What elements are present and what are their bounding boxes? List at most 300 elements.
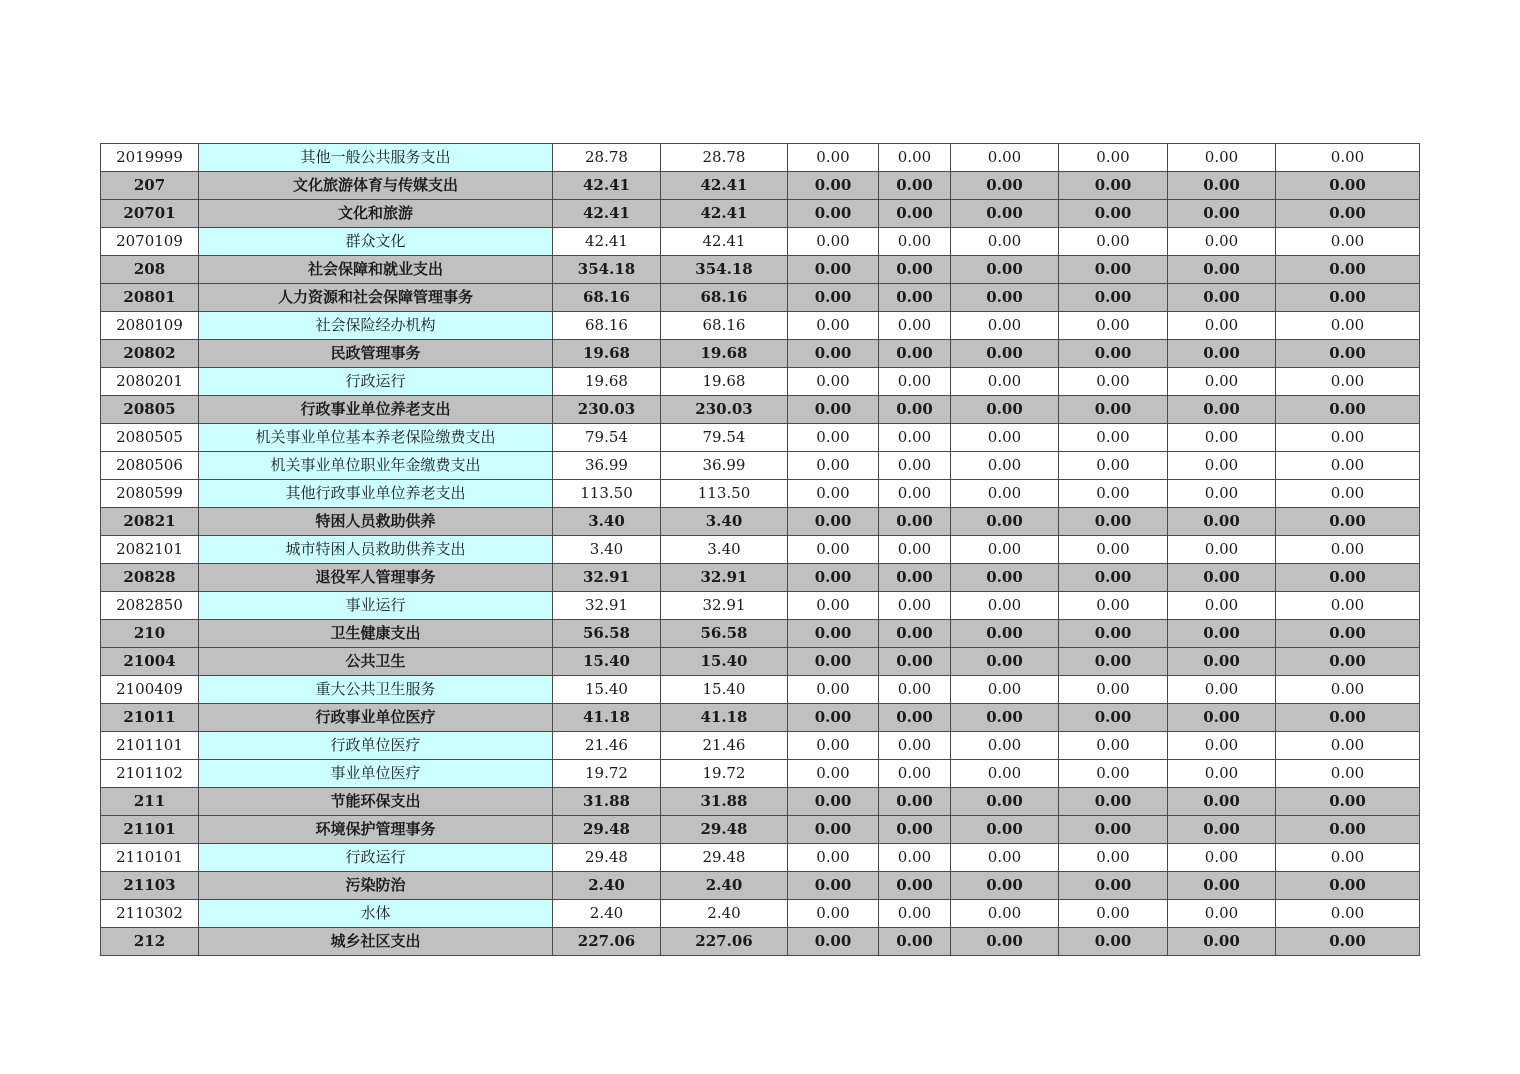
amount-cell: 0.00 — [1276, 592, 1420, 620]
amount-cell: 36.99 — [553, 452, 661, 480]
amount-cell: 56.58 — [553, 620, 661, 648]
amount-cell: 0.00 — [951, 788, 1059, 816]
amount-cell: 0.00 — [951, 704, 1059, 732]
amount-cell: 0.00 — [951, 648, 1059, 676]
amount-cell: 0.00 — [879, 732, 951, 760]
amount-cell: 0.00 — [788, 564, 879, 592]
subject-code-cell: 2080109 — [101, 312, 199, 340]
amount-cell: 68.16 — [553, 312, 661, 340]
amount-cell: 0.00 — [951, 452, 1059, 480]
amount-cell: 3.40 — [553, 508, 661, 536]
amount-cell: 0.00 — [879, 228, 951, 256]
subject-code-cell: 21011 — [101, 704, 199, 732]
amount-cell: 0.00 — [1059, 284, 1168, 312]
table-row — [101, 676, 1420, 704]
amount-cell: 21.46 — [553, 732, 661, 760]
amount-cell: 0.00 — [788, 340, 879, 368]
amount-cell: 0.00 — [788, 816, 879, 844]
amount-cell: 0.00 — [1276, 564, 1420, 592]
amount-cell: 0.00 — [1059, 228, 1168, 256]
amount-cell: 42.41 — [553, 228, 661, 256]
amount-cell: 0.00 — [1276, 872, 1420, 900]
amount-cell: 354.18 — [661, 256, 788, 284]
amount-cell: 0.00 — [1168, 368, 1276, 396]
amount-cell: 0.00 — [1168, 396, 1276, 424]
amount-cell: 230.03 — [661, 396, 788, 424]
amount-cell: 0.00 — [879, 200, 951, 228]
amount-cell: 0.00 — [879, 256, 951, 284]
subject-code-cell: 2019999 — [101, 144, 199, 172]
amount-cell: 0.00 — [879, 900, 951, 928]
subject-code-cell: 2101102 — [101, 760, 199, 788]
amount-cell: 0.00 — [1059, 256, 1168, 284]
amount-cell: 0.00 — [879, 452, 951, 480]
amount-cell: 0.00 — [1168, 144, 1276, 172]
amount-cell: 0.00 — [788, 172, 879, 200]
amount-cell: 31.88 — [661, 788, 788, 816]
amount-cell: 0.00 — [951, 508, 1059, 536]
table-row — [101, 536, 1420, 564]
subject-name-cell: 行政运行 — [199, 368, 553, 396]
subject-name-cell: 特困人员救助供养 — [199, 508, 553, 536]
table-row — [101, 788, 1420, 816]
table-row — [101, 340, 1420, 368]
amount-cell: 0.00 — [951, 172, 1059, 200]
amount-cell: 0.00 — [1059, 340, 1168, 368]
amount-cell: 68.16 — [553, 284, 661, 312]
amount-cell: 0.00 — [1059, 424, 1168, 452]
amount-cell: 0.00 — [879, 536, 951, 564]
subject-code-cell: 211 — [101, 788, 199, 816]
subject-code-cell: 20701 — [101, 200, 199, 228]
amount-cell: 0.00 — [879, 508, 951, 536]
amount-cell: 0.00 — [788, 844, 879, 872]
amount-cell: 41.18 — [553, 704, 661, 732]
amount-cell: 0.00 — [788, 536, 879, 564]
subject-code-cell: 2082101 — [101, 536, 199, 564]
amount-cell: 0.00 — [1168, 648, 1276, 676]
subject-code-cell: 2080505 — [101, 424, 199, 452]
amount-cell: 0.00 — [1168, 228, 1276, 256]
amount-cell: 0.00 — [879, 284, 951, 312]
amount-cell: 0.00 — [1168, 312, 1276, 340]
amount-cell: 0.00 — [788, 144, 879, 172]
amount-cell: 0.00 — [1168, 256, 1276, 284]
amount-cell: 0.00 — [1276, 396, 1420, 424]
amount-cell: 0.00 — [1168, 900, 1276, 928]
amount-cell: 0.00 — [1276, 172, 1420, 200]
amount-cell: 0.00 — [1276, 144, 1420, 172]
subject-name-cell: 污染防治 — [199, 872, 553, 900]
amount-cell: 3.40 — [553, 536, 661, 564]
table-row — [101, 480, 1420, 508]
subject-code-cell: 20801 — [101, 284, 199, 312]
subject-code-cell: 2080201 — [101, 368, 199, 396]
amount-cell: 0.00 — [1276, 200, 1420, 228]
amount-cell: 0.00 — [951, 872, 1059, 900]
subject-name-cell: 人力资源和社会保障管理事务 — [199, 284, 553, 312]
amount-cell: 68.16 — [661, 284, 788, 312]
amount-cell: 0.00 — [788, 760, 879, 788]
subject-code-cell: 2080599 — [101, 480, 199, 508]
amount-cell: 0.00 — [1059, 620, 1168, 648]
amount-cell: 0.00 — [1059, 816, 1168, 844]
amount-cell: 79.54 — [553, 424, 661, 452]
amount-cell: 0.00 — [951, 760, 1059, 788]
amount-cell: 0.00 — [1059, 928, 1168, 956]
amount-cell: 0.00 — [1276, 704, 1420, 732]
amount-cell: 0.00 — [1276, 788, 1420, 816]
amount-cell: 0.00 — [951, 144, 1059, 172]
amount-cell: 0.00 — [951, 928, 1059, 956]
amount-cell: 19.68 — [553, 368, 661, 396]
amount-cell: 0.00 — [1059, 312, 1168, 340]
amount-cell: 42.41 — [661, 172, 788, 200]
table-row — [101, 900, 1420, 928]
amount-cell: 0.00 — [1276, 900, 1420, 928]
amount-cell: 0.00 — [788, 480, 879, 508]
amount-cell: 0.00 — [788, 620, 879, 648]
amount-cell: 0.00 — [1059, 648, 1168, 676]
amount-cell: 3.40 — [661, 508, 788, 536]
amount-cell: 0.00 — [879, 564, 951, 592]
subject-code-cell: 2101101 — [101, 732, 199, 760]
amount-cell: 0.00 — [788, 508, 879, 536]
subject-name-cell: 城市特困人员救助供养支出 — [199, 536, 553, 564]
amount-cell: 0.00 — [951, 312, 1059, 340]
subject-code-cell: 210 — [101, 620, 199, 648]
subject-code-cell: 21101 — [101, 816, 199, 844]
subject-name-cell: 社会保障和就业支出 — [199, 256, 553, 284]
amount-cell: 0.00 — [951, 424, 1059, 452]
amount-cell: 0.00 — [879, 144, 951, 172]
amount-cell: 0.00 — [1059, 368, 1168, 396]
amount-cell: 3.40 — [661, 536, 788, 564]
table-row — [101, 564, 1420, 592]
amount-cell: 0.00 — [951, 900, 1059, 928]
amount-cell: 0.00 — [879, 648, 951, 676]
subject-code-cell: 21103 — [101, 872, 199, 900]
amount-cell: 0.00 — [1059, 592, 1168, 620]
subject-name-cell: 机关事业单位职业年金缴费支出 — [199, 452, 553, 480]
amount-cell: 0.00 — [951, 620, 1059, 648]
amount-cell: 0.00 — [1059, 844, 1168, 872]
table-row — [101, 704, 1420, 732]
amount-cell: 0.00 — [951, 676, 1059, 704]
table-row — [101, 872, 1420, 900]
subject-code-cell: 21004 — [101, 648, 199, 676]
amount-cell: 0.00 — [951, 480, 1059, 508]
amount-cell: 29.48 — [661, 844, 788, 872]
table-row — [101, 452, 1420, 480]
subject-name-cell: 行政运行 — [199, 844, 553, 872]
amount-cell: 0.00 — [879, 760, 951, 788]
amount-cell: 0.00 — [1276, 620, 1420, 648]
amount-cell: 0.00 — [1059, 480, 1168, 508]
amount-cell: 0.00 — [1168, 872, 1276, 900]
amount-cell: 0.00 — [1168, 676, 1276, 704]
amount-cell: 0.00 — [879, 872, 951, 900]
subject-name-cell: 事业单位医疗 — [199, 760, 553, 788]
amount-cell: 0.00 — [951, 340, 1059, 368]
amount-cell: 0.00 — [1276, 648, 1420, 676]
amount-cell: 19.68 — [661, 368, 788, 396]
amount-cell: 0.00 — [879, 844, 951, 872]
amount-cell: 0.00 — [951, 284, 1059, 312]
amount-cell: 0.00 — [1276, 536, 1420, 564]
amount-cell: 0.00 — [879, 312, 951, 340]
amount-cell: 0.00 — [1168, 732, 1276, 760]
amount-cell: 79.54 — [661, 424, 788, 452]
amount-cell: 0.00 — [951, 536, 1059, 564]
amount-cell: 0.00 — [1059, 452, 1168, 480]
amount-cell: 0.00 — [788, 928, 879, 956]
amount-cell: 32.91 — [661, 564, 788, 592]
amount-cell: 0.00 — [788, 368, 879, 396]
amount-cell: 42.41 — [553, 200, 661, 228]
amount-cell: 230.03 — [553, 396, 661, 424]
amount-cell: 0.00 — [788, 732, 879, 760]
subject-name-cell: 环境保护管理事务 — [199, 816, 553, 844]
amount-cell: 0.00 — [951, 396, 1059, 424]
amount-cell: 0.00 — [1168, 928, 1276, 956]
amount-cell: 0.00 — [1276, 452, 1420, 480]
amount-cell: 0.00 — [1059, 872, 1168, 900]
subject-name-cell: 重大公共卫生服务 — [199, 676, 553, 704]
amount-cell: 0.00 — [1168, 424, 1276, 452]
amount-cell: 0.00 — [788, 900, 879, 928]
table-row — [101, 592, 1420, 620]
subject-name-cell: 其他行政事业单位养老支出 — [199, 480, 553, 508]
subject-name-cell: 行政事业单位医疗 — [199, 704, 553, 732]
amount-cell: 0.00 — [1276, 480, 1420, 508]
subject-code-cell: 2100409 — [101, 676, 199, 704]
amount-cell: 32.91 — [553, 564, 661, 592]
amount-cell: 354.18 — [553, 256, 661, 284]
amount-cell: 0.00 — [1276, 760, 1420, 788]
amount-cell: 0.00 — [788, 452, 879, 480]
amount-cell: 0.00 — [879, 788, 951, 816]
amount-cell: 42.41 — [553, 172, 661, 200]
amount-cell: 0.00 — [788, 200, 879, 228]
amount-cell: 0.00 — [951, 256, 1059, 284]
amount-cell: 0.00 — [1168, 760, 1276, 788]
amount-cell: 15.40 — [661, 676, 788, 704]
amount-cell: 0.00 — [879, 676, 951, 704]
amount-cell: 0.00 — [1276, 816, 1420, 844]
subject-name-cell: 行政单位医疗 — [199, 732, 553, 760]
amount-cell: 0.00 — [879, 620, 951, 648]
amount-cell: 32.91 — [661, 592, 788, 620]
amount-cell: 0.00 — [1168, 620, 1276, 648]
amount-cell: 0.00 — [951, 200, 1059, 228]
amount-cell: 15.40 — [661, 648, 788, 676]
amount-cell: 0.00 — [1059, 900, 1168, 928]
amount-cell: 0.00 — [1059, 172, 1168, 200]
amount-cell: 0.00 — [1276, 368, 1420, 396]
amount-cell: 0.00 — [951, 816, 1059, 844]
amount-cell: 0.00 — [1168, 480, 1276, 508]
subject-name-cell: 群众文化 — [199, 228, 553, 256]
amount-cell: 19.68 — [553, 340, 661, 368]
table-row — [101, 928, 1420, 956]
amount-cell: 0.00 — [1059, 564, 1168, 592]
amount-cell: 0.00 — [788, 312, 879, 340]
amount-cell: 0.00 — [1168, 816, 1276, 844]
amount-cell: 2.40 — [661, 900, 788, 928]
amount-cell: 19.72 — [661, 760, 788, 788]
amount-cell: 31.88 — [553, 788, 661, 816]
amount-cell: 0.00 — [1276, 676, 1420, 704]
amount-cell: 0.00 — [1276, 424, 1420, 452]
amount-cell: 0.00 — [1276, 508, 1420, 536]
amount-cell: 28.78 — [553, 144, 661, 172]
amount-cell: 0.00 — [879, 704, 951, 732]
table-row — [101, 760, 1420, 788]
subject-code-cell: 2070109 — [101, 228, 199, 256]
amount-cell: 0.00 — [1168, 592, 1276, 620]
amount-cell: 0.00 — [1276, 312, 1420, 340]
table-row — [101, 732, 1420, 760]
amount-cell: 0.00 — [788, 396, 879, 424]
subject-name-cell: 水体 — [199, 900, 553, 928]
table-body — [101, 144, 1420, 956]
amount-cell: 0.00 — [1276, 284, 1420, 312]
amount-cell: 0.00 — [879, 396, 951, 424]
amount-cell: 0.00 — [788, 676, 879, 704]
table-row — [101, 424, 1420, 452]
subject-code-cell: 2080506 — [101, 452, 199, 480]
subject-name-cell: 节能环保支出 — [199, 788, 553, 816]
amount-cell: 0.00 — [788, 788, 879, 816]
amount-cell: 56.58 — [661, 620, 788, 648]
amount-cell: 0.00 — [1059, 396, 1168, 424]
amount-cell: 0.00 — [788, 228, 879, 256]
amount-cell: 0.00 — [1168, 508, 1276, 536]
amount-cell: 41.18 — [661, 704, 788, 732]
amount-cell: 0.00 — [951, 844, 1059, 872]
subject-code-cell: 212 — [101, 928, 199, 956]
amount-cell: 0.00 — [788, 256, 879, 284]
table-row — [101, 172, 1420, 200]
amount-cell: 0.00 — [1168, 340, 1276, 368]
amount-cell: 0.00 — [951, 228, 1059, 256]
amount-cell: 0.00 — [879, 928, 951, 956]
amount-cell: 0.00 — [1168, 172, 1276, 200]
subject-code-cell: 20821 — [101, 508, 199, 536]
amount-cell: 0.00 — [951, 368, 1059, 396]
amount-cell: 0.00 — [1168, 704, 1276, 732]
amount-cell: 0.00 — [879, 480, 951, 508]
subject-name-cell: 民政管理事务 — [199, 340, 553, 368]
subject-code-cell: 20802 — [101, 340, 199, 368]
amount-cell: 0.00 — [1059, 704, 1168, 732]
amount-cell: 0.00 — [788, 872, 879, 900]
subject-name-cell: 社会保险经办机构 — [199, 312, 553, 340]
amount-cell: 0.00 — [1059, 788, 1168, 816]
subject-code-cell: 20805 — [101, 396, 199, 424]
amount-cell: 0.00 — [1168, 536, 1276, 564]
table-row — [101, 284, 1420, 312]
amount-cell: 0.00 — [1059, 144, 1168, 172]
subject-code-cell: 2110302 — [101, 900, 199, 928]
amount-cell: 113.50 — [661, 480, 788, 508]
amount-cell: 0.00 — [788, 592, 879, 620]
amount-cell: 0.00 — [1276, 928, 1420, 956]
amount-cell: 0.00 — [879, 368, 951, 396]
amount-cell: 15.40 — [553, 648, 661, 676]
amount-cell: 113.50 — [553, 480, 661, 508]
amount-cell: 0.00 — [879, 592, 951, 620]
amount-cell: 0.00 — [1059, 760, 1168, 788]
table-row — [101, 648, 1420, 676]
amount-cell: 0.00 — [1059, 732, 1168, 760]
amount-cell: 32.91 — [553, 592, 661, 620]
table-row — [101, 228, 1420, 256]
amount-cell: 0.00 — [1276, 732, 1420, 760]
amount-cell: 0.00 — [1168, 452, 1276, 480]
subject-code-cell: 2082850 — [101, 592, 199, 620]
amount-cell: 29.48 — [553, 816, 661, 844]
table-row — [101, 256, 1420, 284]
amount-cell: 0.00 — [1276, 844, 1420, 872]
subject-code-cell: 208 — [101, 256, 199, 284]
table-row — [101, 508, 1420, 536]
subject-name-cell: 退役军人管理事务 — [199, 564, 553, 592]
amount-cell: 19.68 — [661, 340, 788, 368]
amount-cell: 0.00 — [1276, 228, 1420, 256]
amount-cell: 29.48 — [553, 844, 661, 872]
subject-name-cell: 文化和旅游 — [199, 200, 553, 228]
amount-cell: 68.16 — [661, 312, 788, 340]
amount-cell: 42.41 — [661, 200, 788, 228]
amount-cell: 0.00 — [1168, 788, 1276, 816]
amount-cell: 29.48 — [661, 816, 788, 844]
subject-name-cell: 机关事业单位基本养老保险缴费支出 — [199, 424, 553, 452]
amount-cell: 0.00 — [788, 424, 879, 452]
amount-cell: 0.00 — [1276, 340, 1420, 368]
amount-cell: 0.00 — [879, 816, 951, 844]
amount-cell: 0.00 — [879, 340, 951, 368]
amount-cell: 0.00 — [1059, 676, 1168, 704]
amount-cell: 0.00 — [951, 732, 1059, 760]
subject-name-cell: 文化旅游体育与传媒支出 — [199, 172, 553, 200]
subject-code-cell: 20828 — [101, 564, 199, 592]
amount-cell: 2.40 — [553, 900, 661, 928]
subject-code-cell: 207 — [101, 172, 199, 200]
budget-expenditure-table — [100, 143, 1420, 956]
amount-cell: 0.00 — [1276, 256, 1420, 284]
table-row — [101, 396, 1420, 424]
subject-code-cell: 2110101 — [101, 844, 199, 872]
amount-cell: 21.46 — [661, 732, 788, 760]
table-row — [101, 312, 1420, 340]
subject-name-cell: 公共卫生 — [199, 648, 553, 676]
amount-cell: 0.00 — [951, 564, 1059, 592]
amount-cell: 0.00 — [788, 704, 879, 732]
amount-cell: 42.41 — [661, 228, 788, 256]
amount-cell: 0.00 — [951, 592, 1059, 620]
amount-cell: 0.00 — [1059, 508, 1168, 536]
amount-cell: 36.99 — [661, 452, 788, 480]
amount-cell: 0.00 — [879, 424, 951, 452]
subject-name-cell: 其他一般公共服务支出 — [199, 144, 553, 172]
amount-cell: 15.40 — [553, 676, 661, 704]
amount-cell: 0.00 — [1168, 844, 1276, 872]
amount-cell: 0.00 — [879, 172, 951, 200]
subject-name-cell: 行政事业单位养老支出 — [199, 396, 553, 424]
amount-cell: 0.00 — [1059, 536, 1168, 564]
